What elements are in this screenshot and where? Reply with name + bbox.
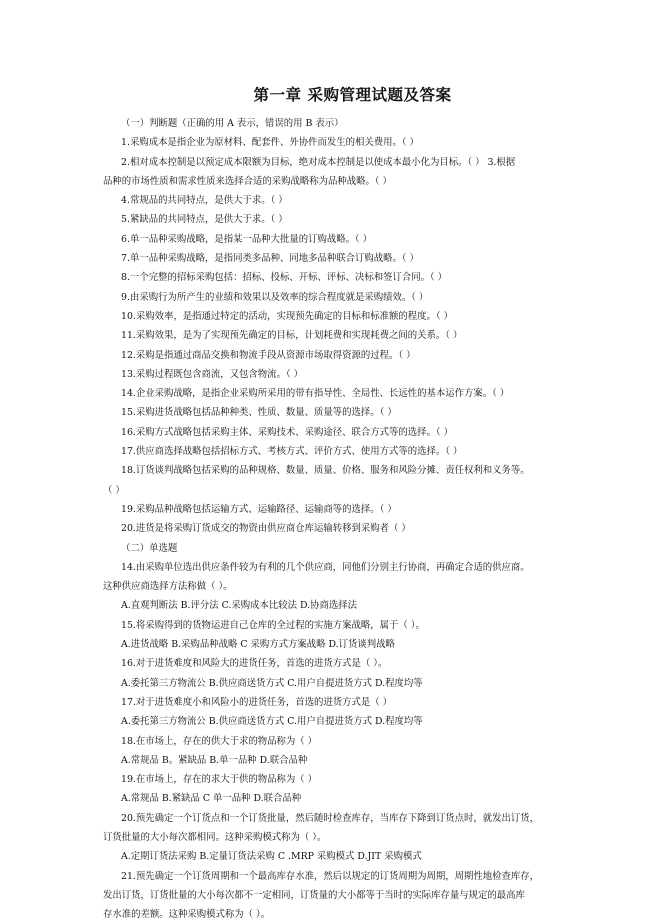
- text-line: 存水准的差额。这种采购模式称为（ ）。: [103, 909, 271, 921]
- text-line: 18.在市场上，存在的供大于求的物品称为（ ）: [121, 735, 318, 747]
- text-line: 20.预先确定一个订货点和一个订货批量，然后随时检查库存，当库存下降到订货点时，就发出订货，: [121, 812, 540, 824]
- text-line: 19.在市场上，存在的求大于供的物品称为（ ）: [121, 774, 318, 786]
- text-line: 16.采购方式战略包括采购主体、采购技术、采购途径、联合方式等的选择。（ ）: [121, 426, 453, 438]
- text-line: A.委托第三方物流公 B.供应商送货方式 C.用户自提进货方式 D.程度均等: [121, 677, 423, 689]
- text-line: 15.将采购得到的货物运进自己仓库的全过程的实施方案战略，属于（ ）。: [121, 619, 425, 631]
- text-line: A.常规品 B。紧缺品 B.单一品种 D.联合品种: [121, 754, 308, 766]
- text-line: （二）单选题: [121, 542, 178, 554]
- document-body: [103, 114, 602, 924]
- text-line: 14.企业采购战略，是指企业采购所采用的带有指导性、全局性、长远性的基本运作方案。（ ）: [121, 388, 510, 400]
- text-line: 4.常规品的共同特点，是供大于求。（ ）: [121, 195, 288, 207]
- text-line: 10.采购效率，是指通过特定的活动，实现预先确定的目标和标准额的程度。（ ）: [121, 310, 453, 322]
- text-line: 8.一个完整的招标采购包括：招标、投标、开标、评标、决标和签订合同。（ ）: [121, 272, 447, 284]
- text-line: 14.由采购单位选出供应条件较为有利的几个供应商，同他们分别主行协商，再确定合适的供应商。: [121, 561, 530, 573]
- text-line: （一）判断题（正确的用 A 表示，错误的用 B 表示）: [121, 118, 344, 129]
- text-line: A.委托第三方物流公 B.供应商送货方式 C.用户自提进货方式 D.程度均等: [121, 716, 423, 728]
- text-line: 17.对于进货难度小和风险小的进货任务，首选的进货方式是（ ）: [121, 696, 393, 708]
- text-line: 15.采购进货战略包括品种种类、性质、数量、质量等的选择。（ ）: [121, 407, 397, 419]
- text-line: 订货批量的大小每次都相同。这种采购模式称为（ ）。: [103, 831, 327, 843]
- text-line: 品种的市场性质和需求性质来选择合适的采购战略称为品种战略。（ ）: [103, 175, 392, 187]
- text-line: 5.紧缺品的共同特点，是供大于求。（ ）: [121, 214, 288, 226]
- text-line: 2.相对成本控制是以预定成本限额为目标，绝对成本控制是以使成本最小化为目标。（ ） 3.根据: [121, 156, 516, 168]
- text-line: 11.采购效果，是为了实现预先确定的目标，计划耗费和实现耗费之间的关系。（ ）: [121, 330, 463, 342]
- text-line: 19.采购品种战略包括运输方式、运输路径、运输商等的选择。（ ）: [121, 503, 397, 515]
- text-line: 13.采购过程既包含商流，又包含物流。（ ）: [121, 368, 303, 380]
- text-line: 16.对于进货难度和风险大的进货任务，首选的进货方式是（ ）。: [121, 658, 388, 670]
- text-line: 9.由采购行为所产生的业绩和效果以及效率的综合程度就是采购绩效。（ ）: [121, 291, 429, 303]
- text-line: 18.订货谈判战略包括采购的品种规格、数量、质量、价格、服务和风险分摊、责任权利和义务等。: [121, 465, 530, 477]
- text-line: 1.采购成本是指企业为原材料、配套件、外协件而发生的相关费用。（ ）: [121, 137, 419, 149]
- text-line: 发出订货，订货批量的大小每次都不一定相同，订货量的大小都等于当时的实际库存量与规定的最高库: [103, 889, 525, 901]
- page-title: 第一章 采购管理试题及答案: [253, 86, 452, 104]
- text-line: （ ）: [103, 484, 125, 496]
- text-line: 21.预先确定一个订货周期和一个最高库存水准，然后以规定的订货周期为周期，周期性地检查库存，: [121, 870, 540, 882]
- text-line: A.常规品 B.紧缺品 C 单一品种 D.联合品种: [121, 793, 302, 805]
- text-line: 12.采购是指通过商品交换和物流手段从资源市场取得资源的过程。（ ）: [121, 349, 416, 361]
- text-line: 6.单一品种采购战略，是指某一品种大批量的订购战略。（ ）: [121, 233, 372, 245]
- text-line: A.直观判断法 B.评分法 C.采购成本比较法 D.协商选择法: [121, 600, 358, 612]
- text-line: 17.供应商选择战略包括招标方式、考核方式、评价方式、使用方式等的选择。（ ）: [121, 446, 463, 458]
- text-line: A.进货战略 B.采购品种战略 C 采购方式方案战略 D.订货谈判战略: [121, 639, 395, 651]
- text-line: 20.进货是将采购订货成交的物资由供应商仓库运输转移到采购者（ ）: [121, 523, 411, 535]
- text-line: 这种供应商选择方法称做（ ）。: [103, 581, 233, 593]
- text-line: 7.单一品种采购战略，是指同类多品种、同地多品种联合订购战略。（ ）: [121, 253, 419, 265]
- text-line: A.定期订货法采购 B.定量订货法采购 C .MRP 采购模式 D.JIT 采购模式: [121, 851, 422, 863]
